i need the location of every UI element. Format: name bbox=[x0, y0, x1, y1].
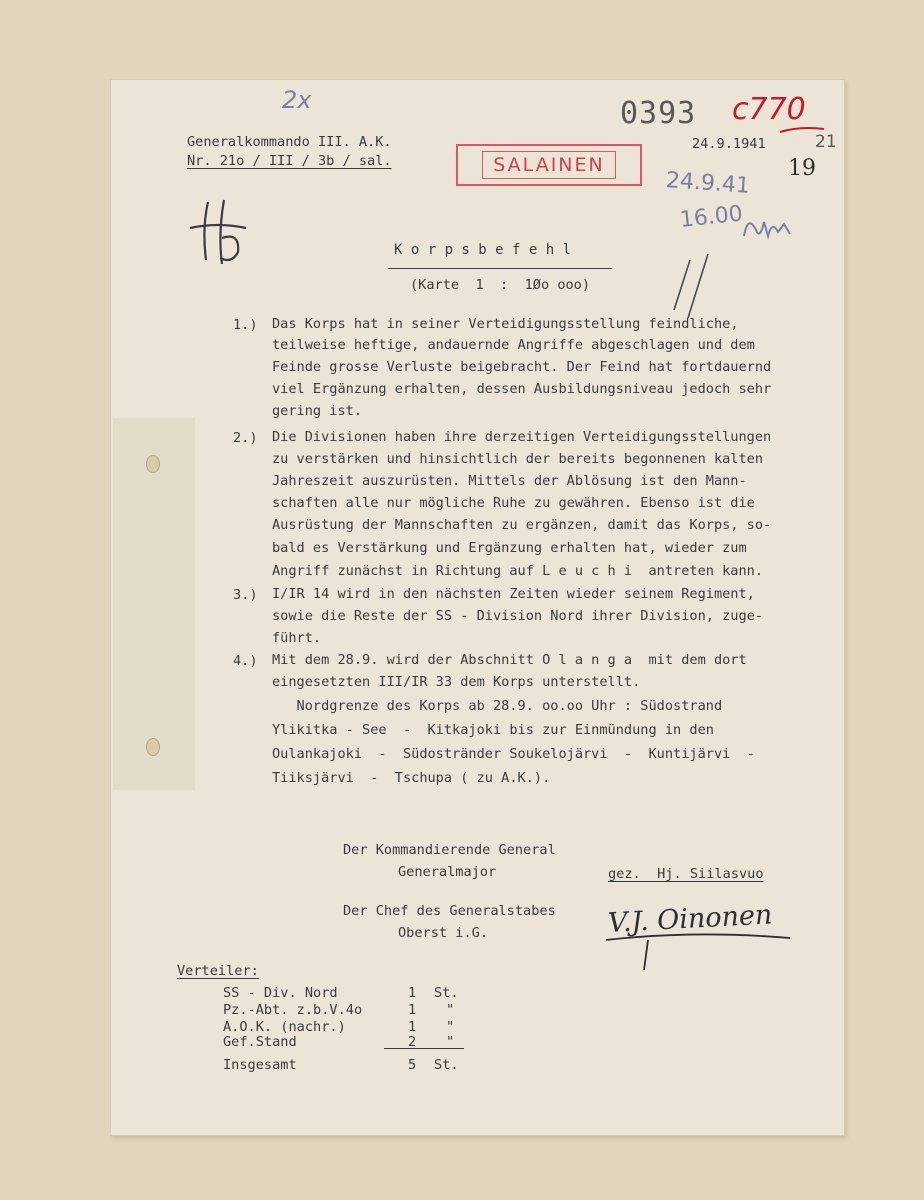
office-line: Generalkommando III. A.K. bbox=[187, 134, 392, 150]
document-date: 24.9.1941 bbox=[692, 136, 766, 152]
commander-title: Der Kommandierende General bbox=[343, 842, 556, 858]
distribution-row-name: SS - Div. Nord bbox=[223, 985, 338, 1001]
distribution-row-count: 1 bbox=[408, 1002, 417, 1018]
para-1-line: viel Ergänzung erhalten, dessen Ausbildungsniveau jedoch sehr bbox=[272, 381, 772, 397]
signature-flourish bbox=[604, 930, 794, 974]
title-rule bbox=[388, 268, 612, 269]
para-4-line: Tiiksjärvi - Tschupa ( zu A.K.). bbox=[272, 770, 551, 786]
para-3-line: I/IR 14 wird in den nächsten Zeiten wieder seinem Regiment, bbox=[272, 586, 755, 602]
para-3-line: führt. bbox=[272, 630, 322, 646]
chief-rank: Oberst i.G. bbox=[398, 925, 489, 941]
archive-number: 0393 bbox=[620, 96, 697, 131]
reference-number: Nr. 21o / III / 3b / sal. bbox=[187, 153, 392, 169]
para-2-line: schaften alle nur mögliche Ruhe zu gewähren. Ebenso ist die bbox=[272, 495, 755, 511]
para-1-number: 1.) bbox=[233, 317, 258, 333]
document-title: K o r p s b e f e h l bbox=[394, 242, 572, 258]
para-4-line: eingesetzten III/IR 33 dem Korps unterstellt. bbox=[272, 674, 641, 690]
distribution-row-name: A.O.K. (nachr.) bbox=[223, 1019, 346, 1035]
para-2-line: Jahreszeit auszurüsten. Mittels der Ablösung ist den Mann- bbox=[272, 473, 747, 489]
punch-hole-top bbox=[146, 455, 160, 473]
received-date: 24.9.41 bbox=[665, 168, 751, 199]
map-reference: (Karte 1 : 1Øo ooo) bbox=[410, 277, 591, 293]
para-2-number: 2.) bbox=[233, 430, 258, 446]
page-number: 19 bbox=[788, 156, 816, 181]
commander-signed: gez. Hj. Siilasvuo bbox=[608, 866, 764, 882]
page-number-top: 21 bbox=[815, 132, 837, 152]
para-1-line: Das Korps hat in seiner Verteidigungsstellung feindliche, bbox=[272, 316, 739, 332]
distribution-row-name: Pz.-Abt. z.b.V.4o bbox=[223, 1002, 363, 1018]
para-3-number: 3.) bbox=[233, 587, 258, 603]
distribution-total-label: Insgesamt bbox=[223, 1057, 297, 1073]
para-2-line: bald es Verstärkung und Ergänzung erhalten hat, wieder zum bbox=[272, 540, 747, 556]
para-4-number: 4.) bbox=[233, 653, 258, 669]
distribution-row-unit: " bbox=[446, 1034, 455, 1050]
distribution-row-unit: St. bbox=[434, 985, 459, 1001]
para-2-line: Ausrüstung der Mannschaften zu ergänzen, damit das Korps, so- bbox=[272, 517, 772, 533]
punch-hole-bottom bbox=[146, 738, 160, 756]
distribution-row-name: Gef.Stand bbox=[223, 1034, 297, 1050]
distribution-total-count: 5 bbox=[408, 1057, 417, 1073]
distribution-row-count: 1 bbox=[408, 1019, 417, 1035]
chief-signature: V.J. Oinonen bbox=[607, 899, 774, 939]
distribution-row-count: 2 bbox=[408, 1034, 417, 1050]
handwritten-paraph-mark bbox=[188, 198, 252, 270]
distribution-row-unit: " bbox=[446, 1002, 455, 1018]
para-1-line: teilweise heftige, andauernde Angriffe abgeschlagen und dem bbox=[272, 337, 755, 353]
binding-strip bbox=[113, 418, 195, 790]
para-3-line: sowie die Reste der SS - Division Nord ihrer Division, zuge- bbox=[272, 608, 764, 624]
classification-stamp bbox=[456, 144, 642, 186]
total-rule bbox=[384, 1048, 464, 1049]
chief-title: Der Chef des Generalstabes bbox=[343, 903, 556, 919]
para-2-line: zu verstärken und hinsichtlich der bereits begonnenen kalten bbox=[272, 451, 764, 467]
corner-mark: 2x bbox=[282, 86, 312, 114]
para-4-line: Ylikitka - See - Kitkajoki bis zur Einmündung in den bbox=[272, 722, 714, 738]
para-2-line: Angriff zunächst in Richtung auf L e u c h i antreten kann. bbox=[272, 563, 764, 579]
received-initials bbox=[740, 212, 796, 242]
distribution-row-count: 1 bbox=[408, 985, 417, 1001]
para-1-line: gering ist. bbox=[272, 403, 363, 419]
distribution-row-unit: " bbox=[446, 1019, 455, 1035]
para-4-line: Nordgrenze des Korps ab 28.9. oo.oo Uhr : Südostrand bbox=[272, 698, 723, 714]
para-4-line: Oulankajoki - Südostränder Soukelojärvi - Kuntijärvi - bbox=[272, 746, 755, 762]
para-4-line: Mit dem 28.9. wird der Abschnitt O l a n g a mit dem dort bbox=[272, 652, 747, 668]
red-code: c770 bbox=[732, 92, 806, 127]
para-2-line: Die Divisionen haben ihre derzeitigen Verteidigungsstellungen bbox=[272, 429, 772, 445]
distribution-heading: Verteiler: bbox=[177, 963, 259, 979]
commander-rank: Generalmajor bbox=[398, 864, 497, 880]
para-1-line: Feinde grosse Verluste beigebracht. Der Feind hat fortdauernd bbox=[272, 359, 772, 375]
classification-stamp-text: SALAINEN bbox=[482, 151, 615, 179]
received-time: 16.00 bbox=[678, 201, 744, 233]
distribution-total-unit: St. bbox=[434, 1057, 459, 1073]
